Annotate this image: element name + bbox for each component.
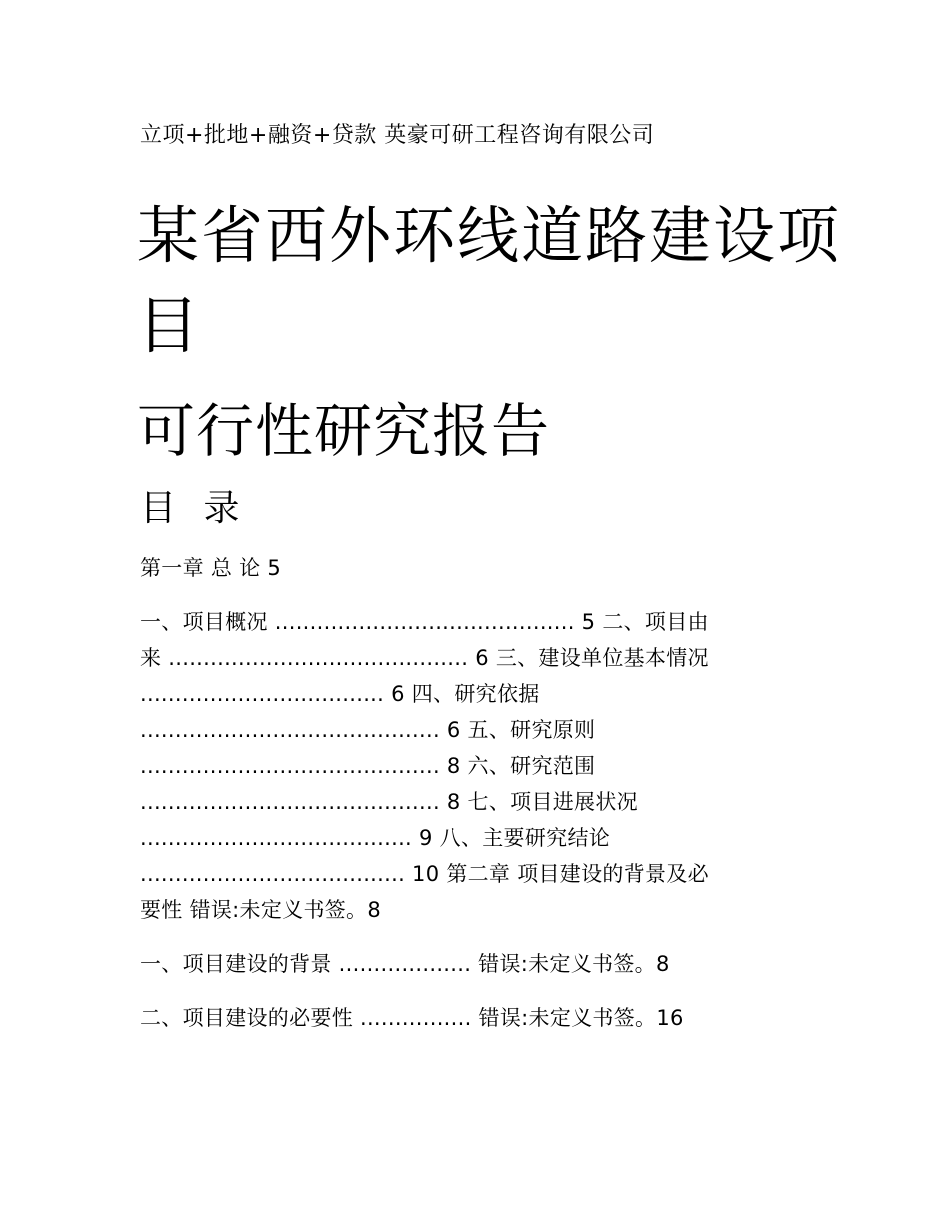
toc-line: ....................................... 9 八、主要研究结论 [140,826,611,850]
report-title-line-1: 某省西外环线道路建设项 [137,199,842,272]
toc-line: 要性 错误:未定义书签。8 [140,898,382,922]
page-header: 立项+批地+融资+贷款 英豪可研工程咨询有限公司 [140,123,655,148]
toc-line: ........................................... 8 七、项目进展状况 [140,790,638,814]
toc-line: 来 ........................................... 6 三、建设单位基本情况 [140,646,709,670]
toc-line-chapter-1: 第一章 总 论 5 [140,556,282,580]
report-title-line-3: 可行性研究报告 [137,397,551,465]
toc-line-section-necessity: 二、项目建设的必要性 ................ 错误:未定义书签。16 [140,1006,684,1030]
report-title-line-2: 目 [137,289,200,362]
toc-line: ........................................... 6 五、研究原则 [140,718,596,742]
toc-line: 一、项目概况 ........................................... 5 二、项目由 [140,610,709,634]
toc-line: ................................... 6 四、研究依据 [140,682,540,706]
toc-heading: 目 录 [140,488,248,529]
toc-line-section-background: 一、项目建设的背景 ................... 错误:未定义书签。8 [140,952,670,976]
toc-line: ...................................... 10 第二章 项目建设的背景及必 [140,862,709,886]
toc-line: ........................................... 8 六、研究范围 [140,754,596,778]
